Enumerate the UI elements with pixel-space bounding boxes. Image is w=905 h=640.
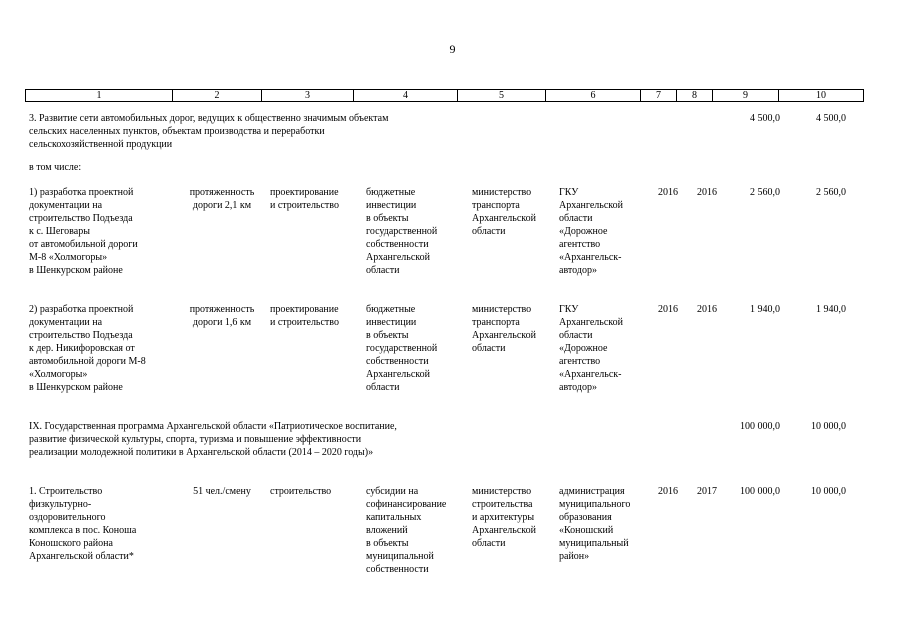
- row-1-name: 1) разработка проектной документации на строительство Подъезда к с. Шеговары от автомобильной дороги М-8 «Холмогоры» в Шенкурском районе: [29, 187, 138, 276]
- row-2-col9: 1 940,0: [750, 304, 780, 315]
- row-3-col9: 100 000,0: [740, 486, 780, 497]
- section-9-col10: 10 000,0: [811, 421, 846, 432]
- row-3-ministry: министерство строительства и архитектуры Архангельской области: [472, 486, 536, 549]
- row-3-end-year: 2017: [697, 486, 717, 497]
- section-3-subtitle: в том числе:: [29, 162, 82, 173]
- section-3-col10: 4 500,0: [816, 113, 846, 124]
- row-1-end-year: 2016: [697, 187, 717, 198]
- column-header: 4: [354, 90, 458, 102]
- column-header: 7: [641, 90, 677, 102]
- row-2-funding: бюджетные инвестиции в объекты государственной собственности Архангельской области: [366, 304, 438, 393]
- row-3-customer: администрация муниципального образования «Коношский муниципальный район»: [559, 486, 631, 562]
- row-1-col9: 2 560,0: [750, 187, 780, 198]
- row-3-capacity: 51 чел./смену: [193, 486, 251, 497]
- row-3-col10: 10 000,0: [811, 486, 846, 497]
- column-header: 5: [458, 90, 546, 102]
- column-header: 10: [779, 90, 864, 102]
- column-header-row: [25, 89, 864, 102]
- row-1-funding: бюджетные инвестиции в объекты государственной собственности Архангельской области: [366, 187, 438, 276]
- column-header: 8: [677, 90, 713, 102]
- row-1-work: проектирование и строительство: [270, 187, 339, 211]
- column-header: 1: [26, 90, 173, 102]
- section-3-title: 3. Развитие сети автомобильных дорог, ведущих к общественно значимым объектам сельских населенных пунктов, объектам производства и переработки сельскохозяйственной продукции: [29, 113, 389, 150]
- row-1-start-year: 2016: [658, 187, 678, 198]
- column-header: 2: [173, 90, 262, 102]
- row-1-capacity: протяженность дороги 2,1 км: [189, 187, 255, 211]
- row-3-funding: субсидии на софинансирование капитальных вложений в объекты муниципальной собственности: [366, 486, 447, 575]
- row-3-work: строительство: [270, 486, 332, 497]
- page-number: 9: [449, 42, 456, 56]
- column-header: 6: [546, 90, 641, 102]
- row-3-start-year: 2016: [658, 486, 678, 497]
- column-header: 3: [262, 90, 354, 102]
- row-1-ministry: министерство транспорта Архангельской области: [472, 187, 536, 237]
- row-2-ministry: министерство транспорта Архангельской области: [472, 304, 536, 354]
- row-1-col10: 2 560,0: [816, 187, 846, 198]
- row-2-work: проектирование и строительство: [270, 304, 339, 328]
- row-2-capacity: протяженность дороги 1,6 км: [189, 304, 255, 328]
- section-3-col9: 4 500,0: [750, 113, 780, 124]
- row-3-name: 1. Строительство физкультурно- оздоровительного комплекса в пос. Коноша Коношского района Архангельской области*: [29, 486, 137, 562]
- row-2-start-year: 2016: [658, 304, 678, 315]
- section-9-title: IX. Государственная программа Архангельской области «Патриотическое воспитание, развитие физической культуры, спорта, туризма и повышение эффективности реализации молодежной политики в Архангельской области (2014 – 2020 годы)»: [29, 421, 397, 458]
- row-2-col10: 1 940,0: [816, 304, 846, 315]
- row-2-end-year: 2016: [697, 304, 717, 315]
- row-1-customer: ГКУ Архангельской области «Дорожное агентство «Архангельск- автодор»: [559, 187, 623, 276]
- section-9-col9: 100 000,0: [740, 421, 780, 432]
- column-header: 9: [713, 90, 779, 102]
- row-2-name: 2) разработка проектной документации на строительство Подъезда к дер. Никифоровская от автомобильной дороги М-8 «Холмогоры» в Шенкурском районе: [29, 304, 146, 393]
- row-2-customer: ГКУ Архангельской области «Дорожное агентство «Архангельск- автодор»: [559, 304, 623, 393]
